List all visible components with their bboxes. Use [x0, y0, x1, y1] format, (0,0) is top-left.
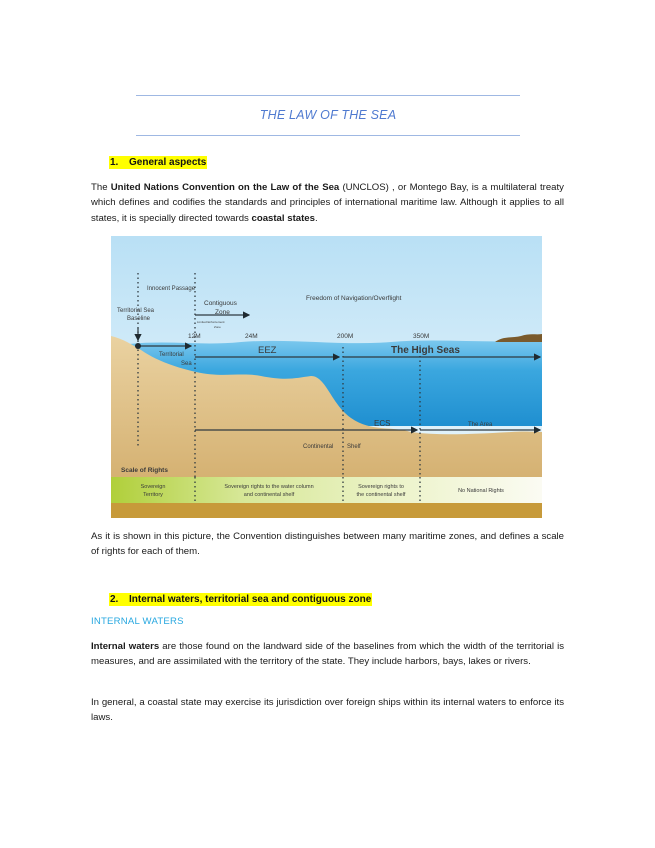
bottom-strip — [111, 503, 542, 518]
marker-200m: 200M — [337, 333, 354, 340]
law-of-sea-diagram — [111, 236, 542, 518]
baseline-label-2: Baseline — [127, 316, 151, 322]
internal-waters-paragraph — [91, 639, 564, 670]
page-title: THE LAW OF THE SEA — [259, 108, 397, 122]
shelf-label: Shelf — [347, 444, 361, 450]
text-run: are those found on the landward side of the baselines from which the width of the territorial is measures, and are assimilated with the territory of the state. They include harbors, bays, lakes or rivers. — [91, 641, 565, 668]
territorial-sea-label-1: Territorial — [159, 352, 184, 358]
high-seas-label: The High Seas — [391, 345, 460, 356]
territorial-sea-label-2: Sea — [181, 361, 192, 367]
rights-3-line1: Sovereign rights to — [358, 484, 404, 490]
eez-label: EEZ — [258, 345, 277, 356]
text-run: The — [91, 182, 111, 193]
marker-350m: 350M — [413, 333, 430, 340]
contiguous-label-2: Zone — [215, 309, 230, 316]
baseline-label-1: Territorial Sea — [117, 308, 155, 314]
the-area-label: The Area — [468, 422, 493, 428]
title-bottom-rule — [136, 135, 520, 136]
contiguous-label-1: Contiguous — [204, 300, 237, 307]
rights-2-line1: Sovereign rights to the water column — [224, 484, 314, 490]
figure-caption-paragraph: As it is shown in this picture, the Convention distinguishes between many maritime zones, and defines a scale of rights for each of them. — [91, 531, 564, 558]
rights-1-line1: Sovereign — [140, 484, 166, 490]
marker-12m: 12M — [188, 333, 201, 340]
title-top-rule — [136, 95, 520, 96]
section-2-heading — [109, 594, 372, 605]
rights-3-line2: the continental shelf — [356, 492, 406, 498]
marker-24m: 24M — [245, 333, 258, 340]
ecs-label: ECS — [374, 419, 391, 428]
section-1-heading — [109, 157, 207, 168]
section-1-title: General aspects — [129, 157, 207, 168]
jurisdiction-paragraph: In general, a coastal state may exercise its jurisdiction over foreign ships within its internal waters to enforce its laws. — [91, 697, 564, 724]
coastal-states-term: coastal states — [251, 212, 315, 224]
freedom-label: Freedom of Navigation/Overflight — [306, 295, 402, 302]
section-1-paragraph — [91, 180, 564, 226]
rights-4-line1: No National Rights — [458, 488, 504, 494]
section-2-title: Internal waters, territorial sea and contiguous zone — [129, 594, 372, 605]
continental-label: Continental — [303, 444, 334, 450]
internal-waters-subheading: INTERNAL WATERS — [91, 616, 184, 627]
section-1-number: 1. — [110, 157, 119, 168]
limited-enforcement-label-1: Limited Enforcement — [197, 320, 225, 324]
scale-of-rights-label: Scale of Rights — [121, 467, 168, 474]
unclos-name: United Nations Convention on the Law of the Sea — [110, 182, 340, 193]
internal-waters-term: Internal waters — [91, 641, 160, 652]
rights-2-line2: and continental shelf — [243, 492, 295, 498]
text-run: . — [314, 212, 318, 224]
innocent-passage-label: Innocent Passage — [147, 286, 196, 292]
text-run: (UNCLOS) , or Montego Bay, is a multilateral treaty which defines and codifies the standards and principles of international maritime law. Although it applies to all states, it is specially directed towards — [91, 182, 564, 224]
section-2-number: 2. — [110, 594, 119, 605]
rights-1-line2: Territory — [143, 492, 163, 498]
limited-enforcement-label-2: Zone — [214, 325, 221, 329]
